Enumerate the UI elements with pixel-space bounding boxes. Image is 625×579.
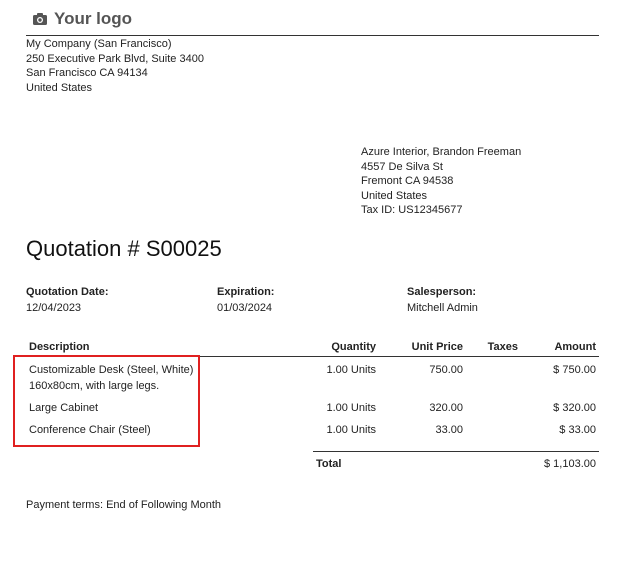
client-street: 4557 De Silva St bbox=[361, 160, 443, 173]
expiration-label: Expiration: bbox=[217, 286, 275, 298]
header-divider bbox=[26, 35, 599, 36]
quotation-date bbox=[26, 284, 109, 316]
client-tax-id: Tax ID: US12345677 bbox=[361, 204, 463, 216]
line-description: Conference Chair (Steel) bbox=[29, 424, 151, 436]
total-label: Total bbox=[316, 458, 342, 470]
line-amount: $ 33.00 bbox=[559, 424, 596, 436]
line-quantity: 1.00 Units bbox=[326, 402, 376, 414]
col-header-description: Description bbox=[29, 341, 90, 353]
quotation-date-value: 12/04/2023 bbox=[26, 302, 82, 314]
payment-terms: Payment terms: End of Following Month bbox=[26, 499, 222, 511]
client-name: Azure Interior, Brandon Freeman bbox=[361, 146, 522, 158]
salesperson-label: Salesperson: bbox=[407, 286, 477, 298]
total-value: $ 1,103.00 bbox=[544, 458, 596, 470]
line-amount: $ 750.00 bbox=[553, 364, 596, 376]
col-header-amount: Amount bbox=[554, 341, 596, 353]
company-street: 250 Executive Park Blvd, Suite 3400 bbox=[26, 52, 204, 65]
total-divider bbox=[313, 451, 599, 452]
salesperson bbox=[407, 284, 478, 316]
line-unit-price: 750.00 bbox=[429, 364, 463, 376]
company-name: My Company (San Francisco) bbox=[26, 38, 172, 50]
quotation-date-label: Quotation Date: bbox=[26, 286, 109, 298]
camera-icon bbox=[33, 13, 47, 25]
line-amount: $ 320.00 bbox=[553, 402, 596, 414]
client-country: United States bbox=[361, 189, 428, 202]
line-quantity: 1.00 Units bbox=[326, 364, 376, 376]
col-header-unit-price: Unit Price bbox=[411, 341, 463, 353]
expiration-date bbox=[217, 284, 274, 316]
company-logo bbox=[33, 9, 132, 29]
document-title: Quotation # S00025 bbox=[26, 236, 222, 261]
expiration-value: 01/03/2024 bbox=[217, 302, 273, 314]
line-unit-price: 33.00 bbox=[435, 424, 463, 436]
col-header-taxes: Taxes bbox=[487, 341, 518, 353]
salesperson-value: Mitchell Admin bbox=[407, 302, 478, 314]
line-description-note: 160x80cm, with large legs. bbox=[29, 380, 160, 392]
line-description: Large Cabinet bbox=[29, 402, 99, 414]
client-city: Fremont CA 94538 bbox=[361, 175, 454, 187]
company-address bbox=[26, 37, 204, 95]
client-address bbox=[361, 145, 521, 218]
highlight-box bbox=[13, 355, 200, 447]
line-unit-price: 320.00 bbox=[429, 402, 463, 414]
logo-text: Your logo bbox=[54, 9, 133, 28]
line-description: Customizable Desk (Steel, White) bbox=[29, 364, 194, 376]
col-header-quantity: Quantity bbox=[331, 341, 376, 353]
company-country: United States bbox=[26, 81, 93, 94]
company-city: San Francisco CA 94134 bbox=[26, 67, 148, 79]
line-quantity: 1.00 Units bbox=[326, 424, 376, 436]
